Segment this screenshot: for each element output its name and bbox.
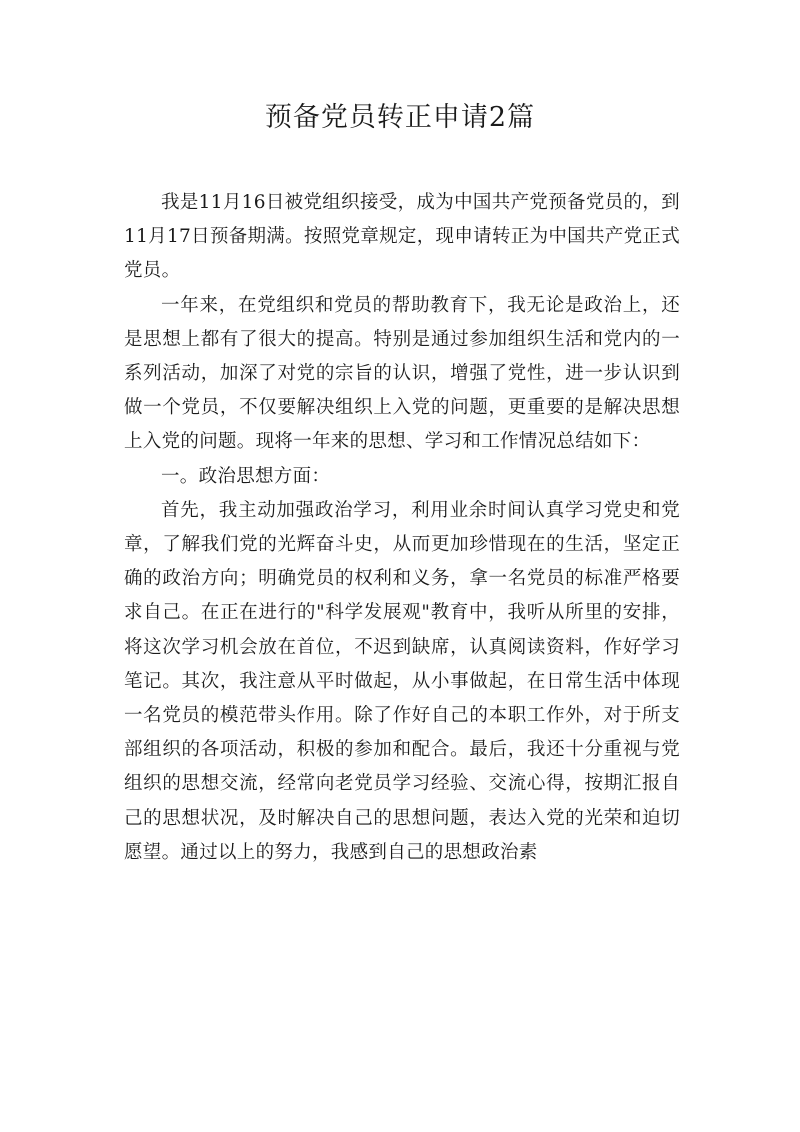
- paragraph-political-details: 首先，我主动加强政治学习，利用业余时间认真学习党史和党章，了解我们党的光辉奋斗史，从而更加珍惜现在的生活，坚定正确的政治方向；明确党员的权利和义务，拿一名党员的标准严格要求自己。在正在进行的"科学发展观"教育中，我听从所里的安排，将这次学习机会放在首位，不迟到缺席，认真阅读资料，作好学习笔记。其次，我注意从平时做起，从小事做起，在日常生活中体现一名党员的模范带头作用。除了作好自己的本职工作外，对于所支部组织的各项活动，积极的参加和配合。最后，我还十分重视与党组织的思想交流，经常向老党员学习经验、交流心得，按期汇报自己的思想状况，及时解决自己的思想问题，表达入党的光荣和迫切愿望。通过以上的努力，我感到自己的思想政治素: [124, 499, 680, 863]
- section-heading-political: 一。政治思想方面：: [161, 465, 331, 487]
- paragraph-intro: 我是11月16日被党组织接受，成为中国共产党预备党员的，到11月17日预备期满。按照党章规定，现申请转正为中国共产党正式党员。: [124, 192, 680, 282]
- paragraph-summary: 一年来，在党组织和党员的帮助教育下，我无论是政治上，还是思想上都有了很大的提高。特别是通过参加组织生活和党内的一系列活动，加深了对党的宗旨的认识，增强了党性，进一步认识到做一个党员，不仅要解决组织上入党的问题，更重要的是解决思想上入党的问题。现将一年来的思想、学习和工作情况总结如下：: [124, 294, 680, 453]
- document-title: 预备党员转正申请2篇: [264, 102, 536, 133]
- document-body: [124, 186, 680, 870]
